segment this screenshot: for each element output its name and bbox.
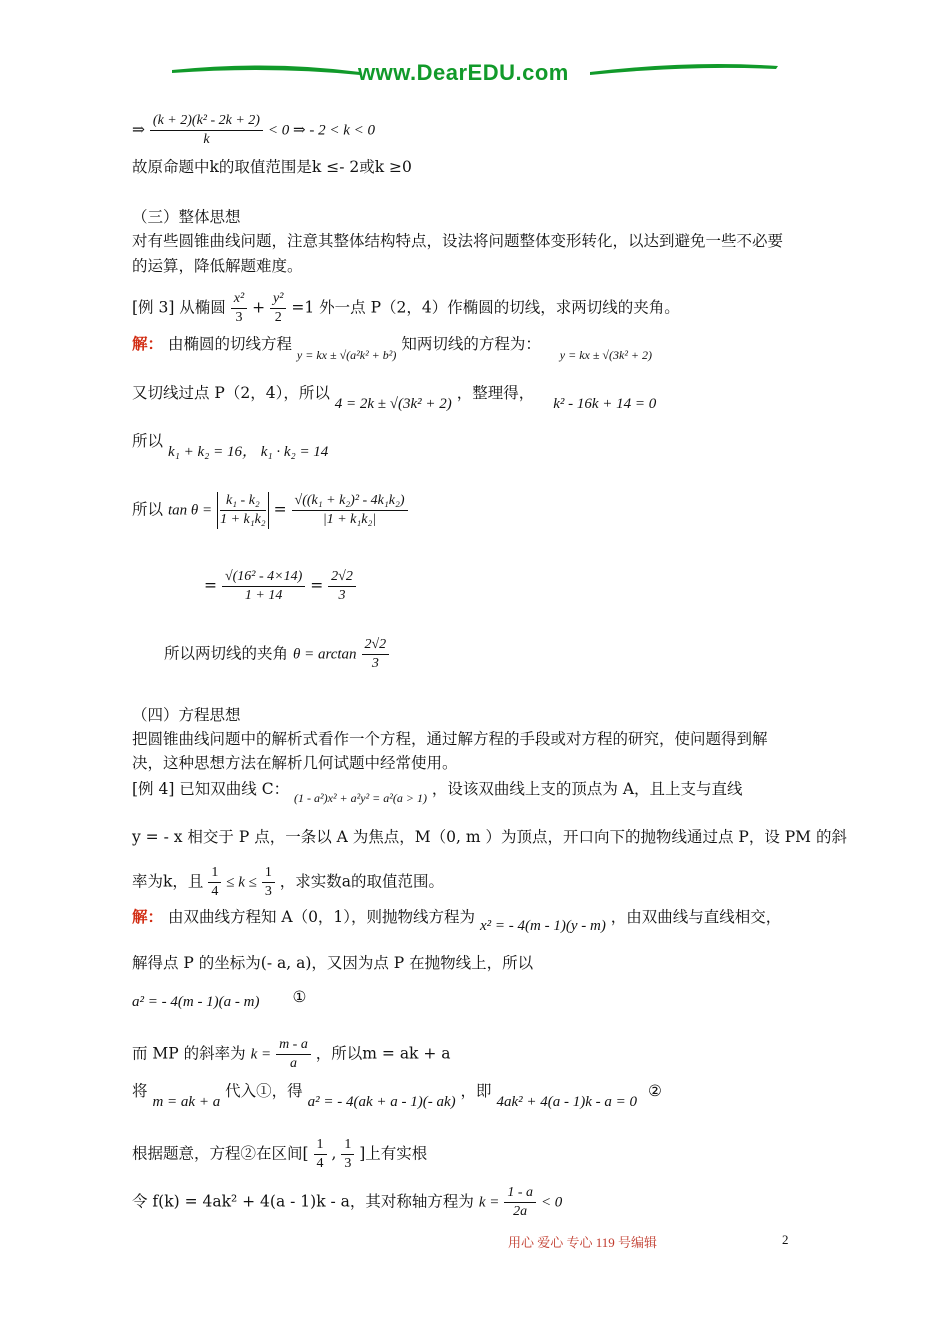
- solution-3-line-3: 所以 k₁ + k₂ = 16， k₁ · k₂ = 14: [132, 432, 329, 460]
- solution-4-line-2: 解得点 P 的坐标为(- a, a)，又因为点 P 在抛物线上，所以: [132, 954, 534, 972]
- solution-3-line-1: 解： 由椭圆的切线方程 $_{y = kx \pm √(a^2k^2 + b^2)}$ 知两切线的方程为： $_{y = kx \pm √(3k^2 + 2)}$: [132, 334, 653, 362]
- header-banner: [170, 56, 780, 92]
- section-3-paragraph-2: 的运算，降低解题难度。: [132, 257, 303, 275]
- footer-slogan: 用心 爱心 专心 119 号编辑: [508, 1235, 658, 1250]
- site-name: www.DearEDU.com: [358, 60, 569, 85]
- section-3-title: （三）整体思想: [132, 208, 241, 226]
- example-4-line-3: 率为k，且 $\frac{1}{4}$ ≤ k ≤ $\frac{1}{3}$ ，求实数a的取值范围。: [132, 865, 445, 899]
- section-4-paragraph-2: 决，这种思想方法在解析几何试题中经常使用。: [132, 754, 458, 772]
- section-4-paragraph-1: 把圆锥曲线问题中的解析式看作一个方程，通过解方程的手段或对方程的研究，使问题得到解: [132, 730, 768, 748]
- solution-3-answer: 所以两切线的夹角 θ = arctan $\frac{2√2}{3}$: [164, 636, 389, 673]
- section-4-title: （四）方程思想: [132, 706, 241, 724]
- range-conclusion: 故原命题中k的取值范围是k ≤- 2或k ≥0: [132, 158, 412, 176]
- section-3-paragraph-1: 对有些圆锥曲线问题，注意其整体结构特点，设法将问题整体变形转化，以达到避免一些不必要: [132, 232, 784, 250]
- solution-label: 解：: [132, 334, 164, 353]
- solution-3-value: = $\frac{\text{√(16² - 4×14)}}{1 + 14}$ = $\frac{2√2}{3}$: [204, 568, 356, 605]
- solution-4-interval: 根据题意，方程②在区间[ $\frac{1}{4}$ , $\frac{1}{3}$ ]上有实根: [132, 1137, 428, 1171]
- example-3: [例 3] 从椭圆 $\frac{\text{x²}}{3}$ + $\frac{\text{y²}}{2}$ =1 外一点 P（2，4）作椭圆的切线，求两切线的夹角。: [132, 291, 680, 325]
- solution-4-eq1: a² = - 4(m - 1)(a - m) ①: [132, 988, 307, 1010]
- fraction: $\frac{\text{(k + 2)(k² - 2k + 2)}}{k}$: [150, 112, 263, 149]
- example-4-line-2: y = - x 相交于 P 点，一条以 A 为焦点，M（0, m ）为顶点，开口向下的抛物线通过点 P，设 PM 的斜: [132, 828, 847, 846]
- solution-3-line-2: 又切线过点 P（2，4），所以 4 = 2k ± √(3k² + 2) ，整理得， k² - 16k + 14 = 0: [132, 384, 657, 412]
- derivation-line-1: ⇒ $\frac{\text{(k + 2)(k² - 2k + 2)}}{k}$ < 0 ⇒ - 2 < k < 0: [132, 113, 375, 147]
- example-4-line-1: [例 4] 已知双曲线 C： $_{(1 - a^2)x^2 + a^2y^2 = a^2(a > 1)}$ ，设该双曲线上支的顶点为 A，且上支与直线: [132, 780, 743, 805]
- solution-4-symmetry: 令 f(k) = 4ak² + 4(a - 1)k - a，其对称轴方程为 k = $\frac{1 - a}{2a}$ < 0: [132, 1185, 563, 1219]
- solution-4-slope: 而 MP 的斜率为 k = $\frac{m - a}{a}$ ，所以m = ak + a: [132, 1037, 451, 1071]
- solution-4-substitute: 将 m = ak + a 代入①，得 a² = - 4(ak + a - 1)(- ak) ，即 4ak² + 4(a - 1)k - a = 0 ②: [132, 1082, 662, 1110]
- solution-3-tan: 所以 tan θ = $\frac{\text{k₁ - k₂}}{\text{1 + k₁k₂}}$ = $\frac{\text{√((k₁ + k₂)² - 4k₁k₂)}}{\text{|1 + k₁k₂|}}$: [132, 492, 408, 529]
- page-number: 2: [782, 1232, 789, 1247]
- solution-4-line-1: 解： 由双曲线方程知 A（0，1），则抛物线方程为 x² = - 4(m - 1)(y - m) ，由双曲线与直线相交，: [132, 907, 782, 934]
